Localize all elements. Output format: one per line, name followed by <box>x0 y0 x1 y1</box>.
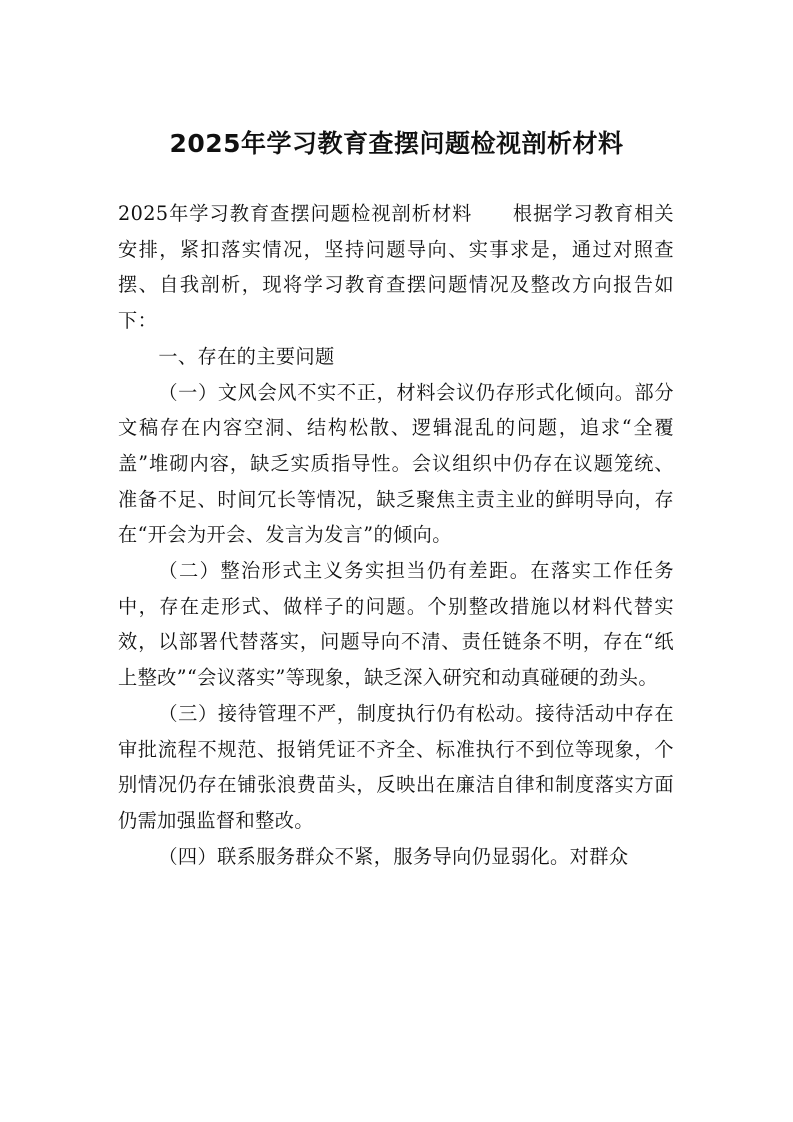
document-title: 2025年学习教育查摆问题检视剖析材料 <box>169 129 624 158</box>
problem-paragraph-3: （三）接待管理不严，制度执行仍有松动。接待活动中存在审批流程不规范、报销凭证不齐全、标准执行不到位等现象，个别情况仍存在铺张浪费苗头，反映出在廉洁自律和制度落实方面仍需加强监督和整改。 <box>118 701 674 832</box>
section-heading-main-problems: 一、存在的主要问题 <box>158 344 335 368</box>
document-body <box>118 196 674 874</box>
problem-paragraph-4: （四）联系服务群众不紧，服务导向仍显弱化。对群众 <box>158 844 629 868</box>
problem-paragraph-1: （一）文风会风不实不正，材料会议仍存形式化倾向。部分文稿存在内容空洞、结构松散、逻辑混乱的问题，追求“全覆盖”堆砌内容，缺乏实质指导性。会议组织中仍存在议题笼统、准备不足、时间冗长等情况，缺乏聚焦主责主业的鲜明导向，存在“开会为开会、发言为发言”的倾向。 <box>118 380 674 547</box>
intro-paragraph: 2025年学习教育查摆问题检视剖析材料 根据学习教育相关安排，紧扣落实情况，坚持问题导向、实事求是，通过对照查摆、自我剖析，现将学习教育查摆问题情况及整改方向报告如下： <box>118 202 674 333</box>
problem-paragraph-2: （二）整治形式主义务实担当仍有差距。在落实工作任务中，存在走形式、做样子的问题。个别整改措施以材料代替实效，以部署代替落实，问题导向不清、责任链条不明，存在“纸上整改”“会议落实”等现象，缺乏深入研究和动真碰硬的劲头。 <box>118 559 674 690</box>
